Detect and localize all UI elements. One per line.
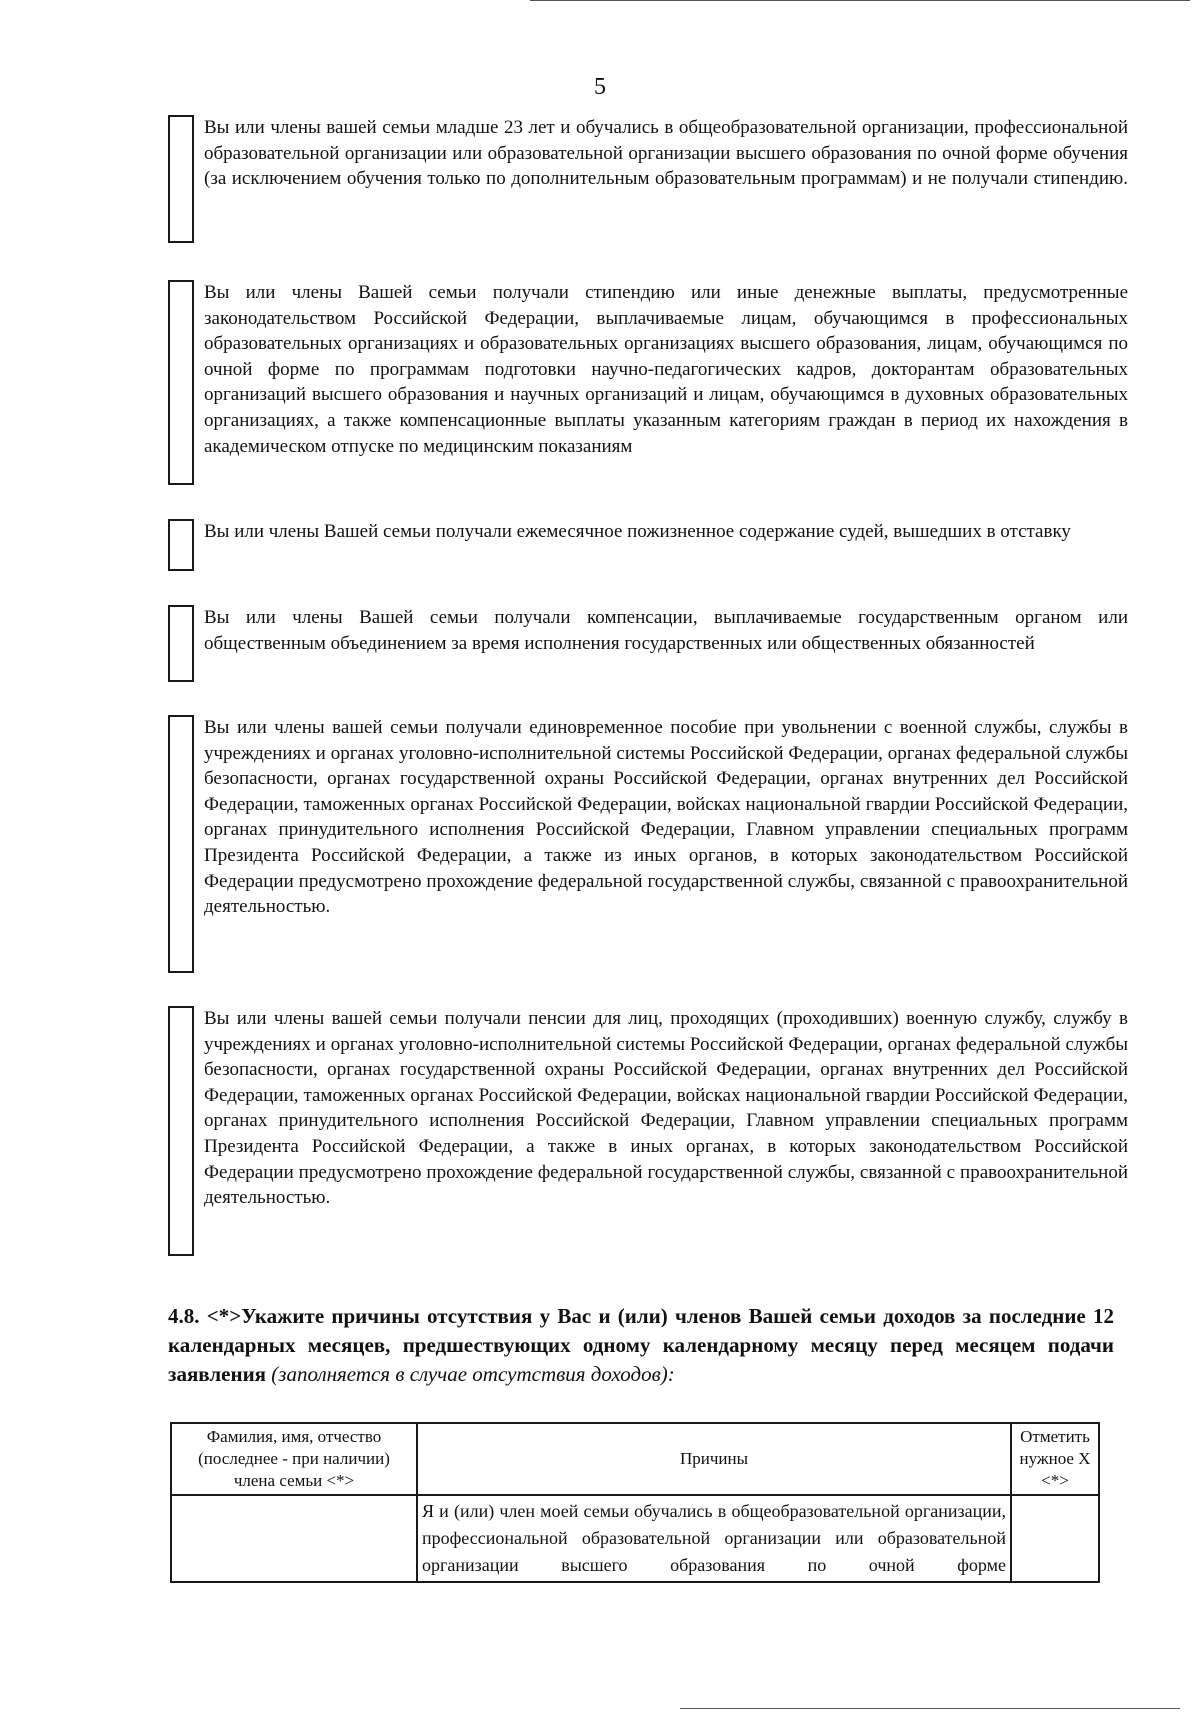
option-text: Вы или члены Вашей семьи получали компенсации, выплачиваемые государственным органом или общественным объединением за время исполнения государственных или общественных обязанностей [204,607,1128,654]
reasons-table [170,1422,1100,1583]
scan-artifact-top [530,0,1190,1]
option-stipend-payments [168,280,1128,485]
page-number: 5 [594,74,606,100]
scan-artifact-bottom [680,1708,1180,1709]
section-number: 4.8. [168,1304,200,1328]
cell-name[interactable] [171,1495,417,1582]
header-name: Фамилия, имя, отчество (последнее - при наличии) члена семьи <*> [171,1423,417,1495]
option-checkbox[interactable] [168,1006,194,1256]
cell-mark[interactable] [1011,1495,1099,1582]
option-checkbox[interactable] [168,715,194,973]
option-checkbox[interactable] [168,115,194,243]
cell-reason: Я и (или) член моей семьи обучались в общеобразовательной организации, профессиональной образовательной организации или образовательной организации высшего образования по очной форме [417,1495,1011,1582]
option-text: Вы или члены вашей семьи младше 23 лет и обучались в общеобразовательной организации, профессиональной образовательной организации или образовательной организации высшего образования по очной форме обучения (за исключением обучения только по дополнительным образовательным программам) и не получали стипендию. [204,117,1128,190]
section-marker: <*> [206,1304,242,1328]
table-row [171,1495,1099,1582]
header-reasons: Причины [417,1423,1011,1495]
option-text: Вы или члены вашей семьи получали единовременное пособие при увольнении с военной службы, службы в учреждениях и органах уголовно-исполнительной системы Российской Федерации, органах федеральной службы безопасности, органах государственной охраны Российской Федерации, органах внутренних дел Российской Федерации, таможенных органах Российской Федерации, войсках национальной гвардии Российской Федерации, органах принудительного исполнения Российской Федерации, Главном управлении специальных программ Президента Российской Федерации, а также из иных органов, в которых законодательством Российской Федерации предусмотрено прохождение федеральной государственной службы, связанной с правоохранительной деятельностью. [204,717,1128,918]
section-title: Укажите причины отсутствия у Вас и (или) членов Вашей семьи доходов за последние 12 календарных месяцев, предшествующих одному календарному месяцу перед месяцем подачи заявления [168,1304,1114,1386]
section-note: (заполняется в случае отсутствия доходов): [271,1362,675,1386]
option-public-duty-compensation [168,605,1128,682]
table-header-row [171,1423,1099,1495]
option-checkbox[interactable] [168,519,194,571]
option-service-pensions [168,1006,1128,1261]
option-checkbox[interactable] [168,605,194,682]
option-text: Вы или члены вашей семьи получали пенсии для лиц, проходящих (проходивших) военную службу, службу в учреждениях и органах уголовно-исполнительной системы Российской Федерации, органах федеральной службы безопасности, органах государственной охраны Российской Федерации, органах внутренних дел Российской Федерации, таможенных органах Российской Федерации, войсках национальной гвардии Российской Федерации, органах принудительного исполнения Российской Федерации, Главном управлении специальных программ Президента Российской Федерации, а также в иных органах, в которых законодательством Российской Федерации предусмотрено прохождение федеральной государственной службы, связанной с правоохранительной деятельностью. [204,1008,1128,1209]
header-mark: Отметить нужное Х <*> [1011,1423,1099,1495]
section-heading [168,1302,1114,1389]
option-text: Вы или члены Вашей семьи получали стипендию или иные денежные выплаты, предусмотренные законодательством Российской Федерации, выплачиваемые лицам, обучающимся в профессиональных образовательных организациях и образовательных организациях высшего образования, лицам, обучающимся по очной форме по программам подготовки научно-педагогических кадров, докторантам образовательных организаций высшего образования и научных организаций и лицам, обучающимся в духовных образовательных организациях, а также компенсационные выплаты указанным категориям граждан в период их нахождения в академическом отпуске по медицинским показаниям [204,282,1128,457]
option-text: Вы или члены Вашей семьи получали ежемесячное пожизненное содержание судей, вышедших в отставку [204,521,1071,542]
option-student-no-stipend [168,115,1128,245]
option-checkbox[interactable] [168,280,194,485]
option-retired-judges [168,519,1128,571]
option-lump-sum-dismissal [168,715,1128,975]
